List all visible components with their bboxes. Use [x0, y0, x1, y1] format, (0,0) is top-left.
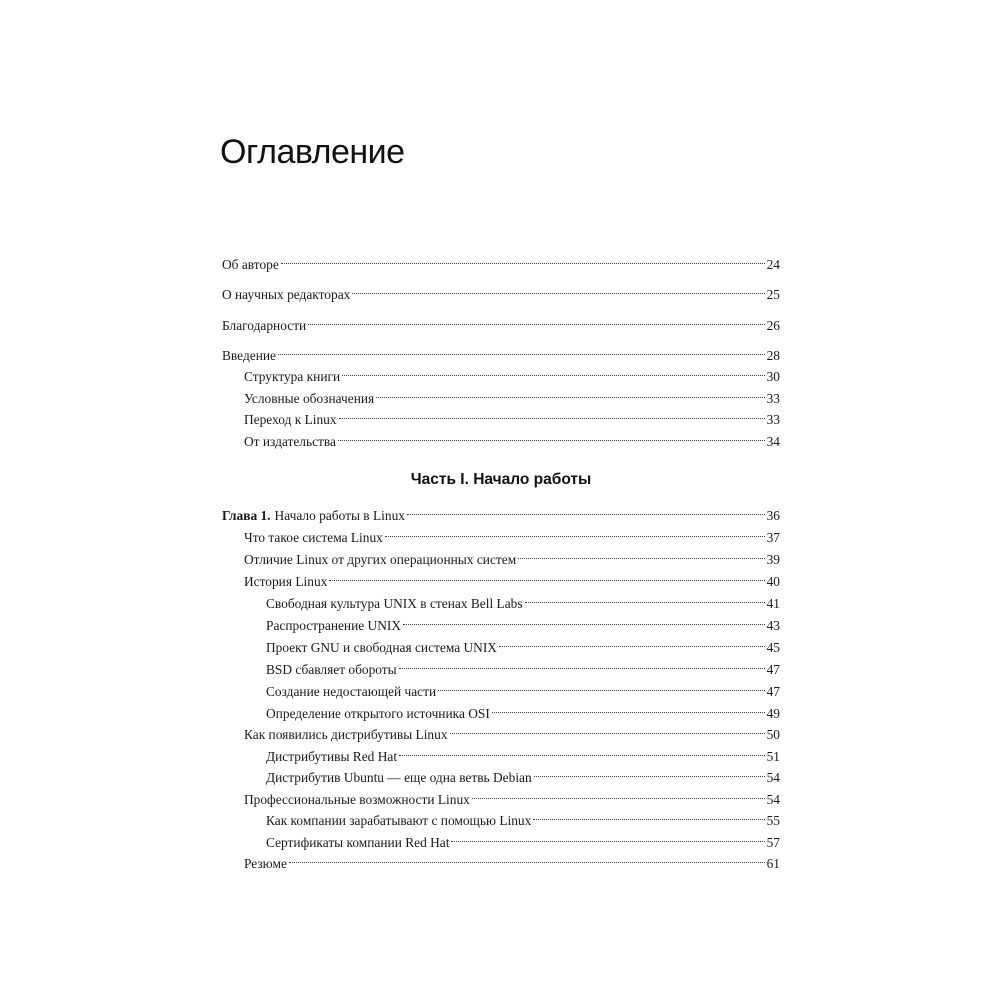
toc-entry-label: Об авторе [222, 257, 279, 272]
toc-page-number: 26 [766, 318, 780, 333]
toc-entry-conventions[interactable] [244, 381, 780, 406]
toc-page-number: 47 [766, 662, 780, 677]
toc-entry-label: Дистрибутив Ubuntu — еще одна ветвь Debian [266, 770, 532, 785]
toc-entry-acknowledgements[interactable] [222, 308, 780, 333]
toc-entry-label: История Linux [244, 574, 328, 589]
dot-leader [399, 739, 765, 761]
toc-page-number: 33 [766, 391, 780, 406]
toc-page-number: 28 [766, 348, 780, 363]
toc-page-number: 39 [766, 552, 780, 567]
toc-entry[interactable] [266, 608, 780, 633]
toc-entry-label: Профессиональные возможности Linux [244, 792, 470, 807]
toc-entry[interactable] [266, 652, 780, 677]
dot-leader [329, 564, 764, 586]
toc-entry-label: О научных редакторах [222, 287, 351, 302]
toc-entry[interactable] [266, 760, 780, 785]
toc-entry-label: Свободная культура UNIX в стенах Bell Labs [266, 596, 523, 611]
dot-leader [308, 308, 764, 330]
dot-leader [534, 760, 765, 782]
dot-leader [403, 608, 765, 630]
toc-entry-label: Как компании зарабатывают с помощью Linux [266, 813, 532, 828]
toc-entry-label: BSD сбавляет обороты [266, 662, 397, 677]
dot-leader [472, 782, 765, 804]
chapter-title: Начало работы в Linux [274, 508, 405, 523]
dot-leader [352, 277, 764, 299]
toc-entry[interactable] [266, 825, 780, 850]
toc-page-number: 37 [766, 530, 780, 545]
toc-entry-label: Благодарности [222, 318, 307, 333]
dot-leader [533, 803, 764, 825]
dot-leader [338, 424, 765, 446]
toc-page-number: 43 [766, 618, 780, 633]
toc-entry-label: Проект GNU и свободная система UNIX [266, 640, 497, 655]
toc-page-number: 25 [766, 287, 780, 302]
dot-leader [499, 630, 765, 652]
dot-leader [518, 542, 764, 564]
chapter-number: Глава 1. [222, 508, 271, 523]
toc-page-number: 30 [766, 369, 780, 384]
dot-leader [281, 247, 765, 269]
toc-page-number: 51 [766, 749, 780, 764]
toc-entry-label: Дистрибутивы Red Hat [266, 749, 398, 764]
toc-entry-label: Введение [222, 348, 276, 363]
toc-entry-label: Отличие Linux от других операционных систем [244, 552, 517, 567]
dot-leader [342, 359, 764, 381]
toc-entry-switch-to-linux[interactable] [244, 402, 780, 427]
toc-page-number: 54 [766, 792, 780, 807]
toc-entry[interactable] [244, 782, 780, 807]
toc-page-number: 40 [766, 574, 780, 589]
toc-entry-label: Структура книги [244, 369, 341, 384]
toc-entry[interactable] [266, 803, 780, 828]
toc-page-number: 34 [766, 434, 780, 449]
toc-entry-label: Как появились дистрибутивы Linux [244, 727, 448, 742]
toc-page-number: 55 [766, 813, 780, 828]
toc-entry[interactable] [266, 696, 780, 721]
dot-leader [376, 381, 764, 403]
toc-page-number: 45 [766, 640, 780, 655]
toc-entry-label: Что такое система Linux [244, 530, 383, 545]
toc-entry[interactable] [244, 846, 780, 871]
toc-page-number: 47 [766, 684, 780, 699]
toc-page-number: 41 [766, 596, 780, 611]
dot-leader [451, 825, 764, 847]
dot-leader [399, 652, 765, 674]
toc-page-number: 24 [766, 257, 780, 272]
toc-entry[interactable] [266, 674, 780, 699]
toc-entry[interactable] [244, 717, 780, 742]
toc-entry-label: Определение открытого источника OSI [266, 706, 490, 721]
dot-leader [438, 674, 764, 696]
toc-page-number: 57 [766, 835, 780, 850]
toc-entry-label: Создание недостающей части [266, 684, 437, 699]
toc-entry[interactable] [266, 630, 780, 655]
toc-entry-label: От издательства [244, 434, 336, 449]
toc-entry-about-author[interactable] [222, 247, 780, 272]
dot-leader [492, 696, 765, 718]
toc-entry[interactable] [266, 739, 780, 764]
dot-leader [525, 586, 765, 608]
dot-leader [407, 498, 765, 520]
toc-entry-introduction[interactable] [222, 338, 780, 363]
dot-leader [278, 338, 765, 360]
dot-leader [339, 402, 765, 424]
toc-page-number: 50 [766, 727, 780, 742]
toc-entry-from-publisher[interactable] [244, 424, 780, 449]
toc-entry[interactable] [266, 586, 780, 611]
toc-entry-label: Резюме [244, 856, 287, 871]
toc-entry-label: Сертификаты компании Red Hat [266, 835, 450, 850]
toc-page-number: 49 [766, 706, 780, 721]
toc-entry-label: Распространение UNIX [266, 618, 402, 633]
toc-entry-chapter-1[interactable] [222, 498, 780, 523]
toc-entry-label: Переход к Linux [244, 412, 337, 427]
dot-leader [450, 717, 765, 739]
toc-page-number: 54 [766, 770, 780, 785]
toc-entry[interactable] [244, 520, 780, 545]
toc-title: Оглавление [220, 133, 405, 171]
toc-entry-label: Условные обозначения [244, 391, 375, 406]
toc-entry-book-structure[interactable] [244, 359, 780, 384]
part-heading: Часть I. Начало работы [410, 471, 592, 488]
toc-entry[interactable] [244, 564, 780, 589]
toc-page-number: 36 [766, 508, 780, 523]
dot-leader [385, 520, 765, 542]
dot-leader [289, 846, 765, 868]
toc-entry[interactable] [244, 542, 780, 567]
toc-page-number: 61 [766, 856, 780, 871]
toc-page-number: 33 [766, 412, 780, 427]
toc-entry-editors[interactable] [222, 277, 780, 302]
